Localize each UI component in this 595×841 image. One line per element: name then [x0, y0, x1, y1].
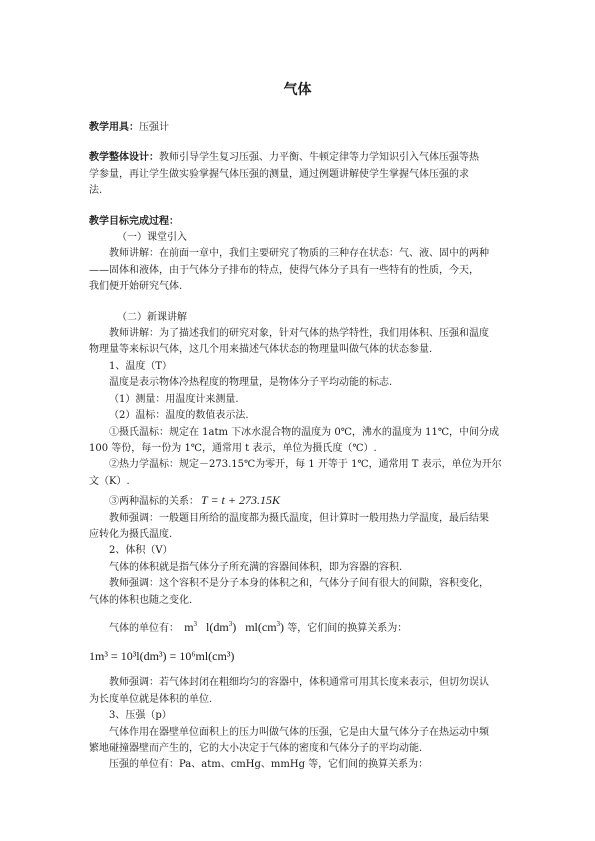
temperature-definition: 温度是表示物体冷热程度的物理量，是物体分子平均动能的标志. — [109, 377, 393, 389]
section2-intro-1: 教师讲解：为了描述我们的研究对象，针对气体的热学特性，我们用体积、压强和温度 — [109, 328, 489, 340]
pressure-title: 3、压强（p） — [109, 710, 172, 722]
spacer — [89, 637, 509, 645]
design-line-1 — [89, 150, 509, 166]
section1-line-1: 教师讲解：在前面一章中，我们主要研究了物质的三种存在状态：气、液、固中的两种 — [109, 248, 489, 260]
emphasis-1-line-2: 应转化为摄氏温度. — [89, 528, 173, 540]
design-text-1: 教师引导学生复习压强、力平衡、牛顿定律等力学知识引入气体压强等热 — [159, 152, 479, 164]
relation-label: ③两种温标的关系： — [109, 496, 199, 508]
spacer — [89, 200, 509, 214]
temperature-measure: （1）测量：用温度计来测量. — [109, 393, 239, 405]
celsius-line-2: 100 等份，每一份为 1℃，通常用 t 表示，单位为摄氏度（℃）. — [89, 442, 377, 454]
kelvin-line-2: 文（K）. — [89, 475, 130, 487]
volume-units-line — [89, 617, 509, 637]
volume-units-label: 气体的单位有： — [109, 622, 179, 634]
volume-units-suffix: 等，它们间的换算关系为： — [287, 622, 408, 634]
temperature-scale: （2）温标：温度的数值表示法. — [109, 410, 249, 422]
volume-definition: 气体的体积就是指气体分子所充满的容器间体积，即为容器的容积. — [109, 561, 403, 573]
page-title: 气体 — [283, 82, 312, 98]
celsius-line-1: ①摄氏温标：规定在 1atm 下冰水混合物的温度为 0℃，沸水的温度为 11℃，中间分成 — [109, 426, 499, 438]
section2-heading: （二）新课讲解 — [117, 311, 187, 323]
section1-heading: （一）课堂引入 — [117, 232, 187, 244]
section1-line-2: ——固体和液体，由于气体分子排布的特点，使得气体分子具有一些特有的性质，今天， — [89, 264, 479, 276]
spacer — [89, 136, 509, 150]
goals-label: 教学目标完成过程： — [89, 215, 179, 227]
design-line-3: 法. — [89, 185, 103, 197]
tools-label: 教学用具： — [89, 122, 139, 133]
design-line-2: 学参量，再让学生做实验掌握气体压强的测量，通过例题讲解使学生掌握气体压强的求 — [89, 168, 469, 180]
tools-line — [89, 120, 509, 136]
volume-emphasis-4: 为长度单位就是体积的单位. — [89, 693, 213, 705]
spacer — [89, 667, 509, 675]
kelvin-line-1: ②热力学温标：规定－273.15℃为零开，每 1 开等于 1℃，通常用 T 表示，单位为开尔 — [109, 459, 502, 471]
temperature-title: 1、温度（T） — [109, 360, 173, 372]
section1-line-3: 我们便开始研究气体. — [89, 281, 183, 293]
volume-emphasis-2: 气体的体积也随之变化. — [89, 594, 193, 606]
volume-emphasis-3: 教师强调：若气体封闭在粗细均匀的容器中，体积通常可用其长度来表示，但切勿误认 — [109, 677, 489, 689]
pressure-definition-2: 繁地碰撞器壁而产生的，它的大小决定于气体的密度和气体分子的平均动能. — [89, 743, 423, 754]
section2-intro-2: 物理量等来标识气体，这几个用来描述气体状态的物理量叫做气体的状态参量. — [89, 344, 433, 356]
design-label: 教学整体设计： — [89, 152, 159, 164]
pressure-definition-1: 气体作用在器壁单位面积上的压力叫做气体的压强，它是由大量气体分子在热运动中频 — [109, 726, 489, 738]
spacer — [89, 609, 509, 617]
volume-units-list: $m^3$ $l(dm^3)$ $ml(cm^3)$ — [184, 619, 285, 634]
spacer — [89, 296, 509, 310]
relation-formula: T = t + 273.15K — [201, 493, 280, 508]
pressure-units: 压强的单位有：Pa、atm、cmHg、mmHg 等，它们间的换算关系为： — [109, 759, 429, 771]
document-body — [89, 120, 509, 774]
volume-emphasis-1: 教师强调：这个容积不是分子本身的体积之和，气体分子间有很大的间隙，容积变化， — [109, 578, 489, 590]
tools-value: 压强计 — [139, 122, 169, 133]
volume-title: 2、体积（V） — [109, 545, 173, 557]
temperature-relation — [89, 490, 509, 510]
emphasis-1-line-1: 教师强调：一般题目所给的温度都为摄氏温度，但计算时一般用热力学温度，最后结果 — [109, 512, 489, 524]
volume-conversion-formula: 1m³ = 10³l(dm³) = 10⁶ml(cm³) — [89, 649, 235, 664]
